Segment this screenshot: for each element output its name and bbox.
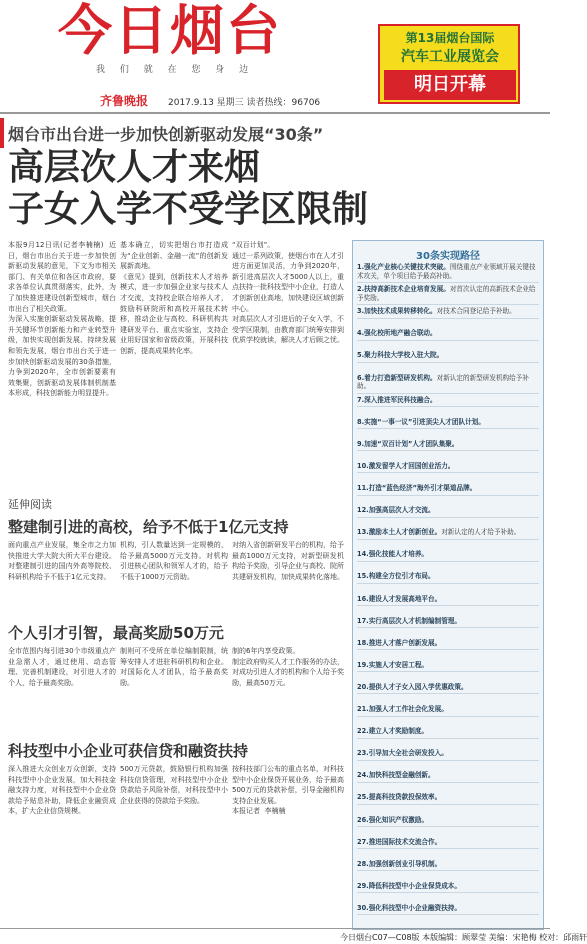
sidebar-item-title: 聚力科技大学校入驻大院。 bbox=[364, 351, 444, 360]
sidebar-item-title: 打造“蓝色经济”海外引才渠道品牌。 bbox=[368, 484, 477, 492]
sub2-column-1: 全市范围内每引进30个市级重点产业急需人才，通过使用、动态管理、完善机制建设，对引进人才的个人，给予最高奖励。 bbox=[8, 647, 116, 687]
sidebar-item-title: 建立人才奖励制度。 bbox=[368, 727, 429, 736]
sidebar-item-number: 4. bbox=[357, 329, 365, 338]
sidebar-item-number: 28. bbox=[357, 859, 369, 868]
sidebar-item bbox=[357, 263, 539, 283]
sidebar-item bbox=[357, 771, 539, 783]
sidebar-item bbox=[357, 528, 539, 540]
sidebar-item-title: 加快科技型金融创新。 bbox=[368, 771, 435, 780]
sidebar-item bbox=[357, 506, 539, 518]
sidebar-item-number: 20. bbox=[357, 682, 369, 691]
subheading-1: 整建制引进的高校，给予不低于1亿元支持 bbox=[8, 518, 289, 536]
sidebar-item-title: 加速“双百计划”人才团队集聚。 bbox=[364, 439, 459, 448]
sidebar-item bbox=[357, 793, 539, 805]
sidebar-item-title: 强化知识产权激励。 bbox=[368, 815, 429, 824]
sidebar-item-number: 24. bbox=[357, 771, 369, 780]
sidebar-item bbox=[357, 816, 539, 828]
sub2-column-2: 制则可不受所在单位编制限制，统筹安排人才进驻科研机构和企业。对国际化人才团队，给予最高奖励。 bbox=[120, 647, 228, 687]
sidebar-item bbox=[357, 749, 539, 761]
sidebar-item-desc: 对新认定的新型研发机构给予补助。 bbox=[357, 373, 529, 390]
slogan: 我 们 就 在 您 身 边 bbox=[96, 65, 255, 75]
section-label: 延伸阅读 bbox=[8, 498, 52, 511]
sidebar-title: 30条实现路径 bbox=[416, 251, 480, 262]
sidebar-item bbox=[357, 307, 539, 319]
sub1-column-1: 面向重点产业发展，集全市之力加快推进大学大院大所大平台建设。对整建制引进的国内外高等院校、科研机构给予不低于1亿元支持。 bbox=[8, 541, 116, 581]
sidebar-item-title: 强化科技型中小企业融资扶持。 bbox=[368, 903, 461, 912]
sidebar-item-number: 17. bbox=[357, 616, 369, 625]
sidebar-item-title: 提高科技贷款投保效率。 bbox=[368, 793, 442, 802]
sidebar-item bbox=[357, 440, 539, 452]
sidebar-item bbox=[357, 838, 539, 850]
sidebar-item bbox=[357, 329, 539, 341]
sidebar-item-number: 5. bbox=[357, 351, 365, 360]
sub3-column-2: 500万元贷款，鼓励银行机构加强科技信贷管理，对科技型中小企业贷款给予风险补偿，对科技型中小企业获得的贷款给予奖励。 bbox=[120, 765, 228, 805]
sidebar-item-title: 加快技术成果转移转化。 bbox=[364, 307, 437, 316]
ad-line-1: 第13届烟台国际 bbox=[405, 31, 495, 45]
sidebar-item-title: 强化校所地产融合联动。 bbox=[364, 329, 437, 338]
sidebar-item bbox=[357, 904, 539, 916]
sidebar-item bbox=[357, 572, 539, 584]
sub3-column-1: 深入推进大众创业万众创新，支持科技型中小企业发展，加大科技金融支持力度，对科技型中小企业贷款给予贴息补助，降低企业融资成本，扩大企业信贷规模。 bbox=[8, 765, 116, 816]
ad-line-3: 明日开幕 bbox=[384, 70, 516, 100]
newspaper-logo: 今日烟台 bbox=[58, 0, 282, 62]
article-column-3: “双百计划”。 通过一系列政策，使烟台市在人才引进方面更加灵活，力争到2020年，新引进高层次人才5000人以上，重点扶持一批科技型中小企业，打造人才创新创业高地，加快建设区域创新中心。 对高层次人才引进后的子女入学，不受学区限制，由教育部门统筹安排到优质学校就读，解决人才后顾之忧。 bbox=[232, 241, 344, 345]
sidebar-item bbox=[357, 639, 539, 651]
date-line: 2017.9.13 星期三 读者热线：96706 bbox=[168, 98, 321, 108]
sidebar-item-number: 8. bbox=[357, 417, 365, 426]
sidebar-item-title: 推进人才落户创新发展。 bbox=[368, 638, 442, 647]
sidebar-item-title: 激励本土人才创新创业。 bbox=[368, 528, 442, 537]
sidebar-item bbox=[357, 374, 539, 394]
sidebar-item-title: 提供人才子女入园入学优惠政策。 bbox=[368, 682, 468, 691]
sidebar-30-measures bbox=[352, 240, 544, 930]
sidebar-item-title: 加强高层次人才交流。 bbox=[368, 506, 435, 515]
sidebar-item-number: 11. bbox=[357, 484, 369, 492]
sidebar-item-title: 降低科技型中小企业保贷成本。 bbox=[368, 881, 461, 890]
sidebar-item-desc: 对首次认定的高新技术企业给予奖励。 bbox=[357, 285, 536, 302]
sidebar-item-number: 16. bbox=[357, 594, 369, 603]
sidebar-item-number: 6. bbox=[357, 373, 365, 382]
sidebar-item bbox=[357, 882, 539, 894]
sub2-column-3: 制的6年内享受政策。 制定政府购买人才工作服务的办法，对成功引进人才的机构和个人给予奖励，最高50万元。 bbox=[232, 647, 344, 687]
sidebar-item bbox=[357, 351, 539, 363]
sidebar-item bbox=[357, 705, 539, 717]
ad-line-2: 汽车工业展览会 bbox=[401, 49, 499, 65]
sidebar-item-number: 26. bbox=[357, 815, 369, 824]
sidebar-item bbox=[357, 661, 539, 673]
sidebar-item-title: 深入推进军民科技融合。 bbox=[364, 395, 437, 404]
sidebar-item-number: 23. bbox=[357, 749, 369, 758]
sidebar-item-title: 强化技能人才培养。 bbox=[368, 550, 429, 559]
sidebar-item bbox=[357, 727, 539, 739]
sidebar-item-number: 29. bbox=[357, 881, 369, 890]
subheading-3: 科技型中小企业可获信贷和融资扶持 bbox=[8, 742, 249, 760]
sidebar-item-title: 引导加大全社会研发投入。 bbox=[368, 749, 448, 758]
sidebar-item-title: 加强创新创业引导机制。 bbox=[368, 859, 442, 868]
sidebar-item-desc: 对新认定的人才给予补助。 bbox=[441, 528, 521, 537]
sidebar-item-number: 30. bbox=[357, 903, 369, 912]
sidebar-item-title: 推进国际技术交流合作。 bbox=[368, 837, 442, 846]
sidebar-item bbox=[357, 418, 539, 430]
sidebar-item-number: 18. bbox=[357, 638, 369, 647]
auto-show-ad bbox=[378, 24, 520, 104]
sidebar-item-desc: 围绕重点产业领域开展关键技术攻关，单个项目给予最高补助。 bbox=[357, 263, 536, 280]
sidebar-item-title: 实行高层次人才机制编制管理。 bbox=[368, 616, 461, 625]
sidebar-item-number: 1. bbox=[357, 263, 365, 271]
footer-text: 今日烟台C07—C08版 本版编辑：顾翠莹 美编：宋艳梅 校对：邱雨轩 bbox=[340, 933, 587, 942]
sidebar-item bbox=[357, 550, 539, 562]
sidebar-item-title: 扶持高新技术企业培育发展。 bbox=[364, 285, 450, 294]
sub1-column-2: 机构，引人数量达到一定规模的，给予最高5000万元支持。对机构引进核心团队和领军人才的，给予不低于1000万元资助。 bbox=[120, 541, 228, 581]
sidebar-item bbox=[357, 617, 539, 629]
sidebar-item-title: 实施人才安居工程。 bbox=[368, 660, 429, 669]
sidebar-item-title: 激发留学人才回国创业活力。 bbox=[368, 461, 455, 470]
subheading-2: 个人引才引智，最高奖励50万元 bbox=[8, 624, 224, 642]
sidebar-item-number: 10. bbox=[357, 461, 369, 470]
sidebar-item-number: 19. bbox=[357, 660, 369, 669]
sidebar-item bbox=[357, 595, 539, 607]
sidebar-item bbox=[357, 683, 539, 695]
sub1-column-3: 对纳入省创新研发平台的机构，给予最高1000万元支持，对新型研发机构给予奖励，引导企业与高校、院所共建研发机构，加快成果转化落地。 bbox=[232, 541, 344, 581]
article-column-1: 本报9月12日讯(记者李楠楠) 近日，烟台市出台关于进一步加快创新驱动发展的意见，下文为市相关部门、有关单位和各区市政府，要求各单位认真贯彻落实，此外，为了加快推进建设创新型城市，烟台市出台了相关政策。 为深入实施创新驱动发展战略，提升关键环节创新能力和产业转型升级，加快实现创新发展、持续发展和领先发展，烟台市出台关于进一步加快创新驱动发展的30条措施，力争到2020年，全市创新要素有效集聚，创新驱动发展体制机制基本形成，科技创新能力明显提升。 bbox=[8, 241, 116, 398]
sidebar-item-title: 建设人才发展高地平台。 bbox=[368, 594, 442, 603]
sidebar-item bbox=[357, 484, 539, 496]
sidebar-item-number: 14. bbox=[357, 550, 369, 559]
sidebar-item bbox=[357, 285, 539, 305]
sidebar-item-number: 13. bbox=[357, 528, 369, 537]
kicker-accent-bar bbox=[0, 118, 4, 148]
sidebar-item bbox=[357, 860, 539, 872]
sidebar-item-number: 7. bbox=[357, 395, 365, 404]
sidebar-item-title: 加强人才工作社会化发展。 bbox=[368, 705, 448, 713]
sidebar-item-number: 25. bbox=[357, 793, 369, 802]
sidebar-item bbox=[357, 462, 539, 474]
main-headline: 高层次人才来烟 子女入学不受学区限制 bbox=[8, 146, 369, 230]
sidebar-item-title: 实施“一事一议”引进顶尖人才团队计划。 bbox=[364, 417, 485, 426]
sidebar-item-number: 3. bbox=[357, 307, 365, 316]
sidebar-item-title: 着力打造新型研发机构。 bbox=[364, 373, 437, 382]
sidebar-item-number: 2. bbox=[357, 285, 365, 294]
sidebar-item bbox=[357, 396, 539, 408]
sidebar-item-title: 强化产业核心关键技术突破。 bbox=[364, 263, 450, 271]
sidebar-item-number: 22. bbox=[357, 727, 369, 736]
sidebar-item-number: 21. bbox=[357, 705, 369, 713]
masthead-divider bbox=[0, 112, 550, 114]
sidebar-item-number: 27. bbox=[357, 837, 369, 846]
sidebar-item-number: 9. bbox=[357, 439, 365, 448]
kicker-title: 烟台市出台进一步加快创新驱动发展“30条” bbox=[8, 125, 324, 144]
sidebar-item-number: 12. bbox=[357, 506, 369, 515]
sidebar-item-number: 15. bbox=[357, 572, 369, 581]
sidebar-item-desc: 对技术合同登记给予补助。 bbox=[436, 307, 516, 316]
sub3-column-3: 按科技部门公布的重点名单，对科技型中小企业保贷开展业务，给予最高500万元的贷款补偿，引导金融机构支持企业发展。 本报记者 李楠楠 bbox=[232, 765, 344, 816]
sidebar-item-title: 构建全方位引才布局。 bbox=[368, 572, 435, 581]
article-column-2: 基本确立，切实把烟台市打造成为“企业创新、金融一流”的创新发展新高地。 《意见》提到，创新技术人才培养模式，进一步加强企业家与技术人才交流，支持校企联合培养人才，鼓励科研院所和高校开展技术转移，推动企业与高校、科研机构共建研发平台、重点实验室，支持企业用好国家和省级政策，开展科技创新，提高成果转化率。 bbox=[120, 241, 228, 355]
paper-name: 齐鲁晚报 bbox=[100, 94, 149, 108]
